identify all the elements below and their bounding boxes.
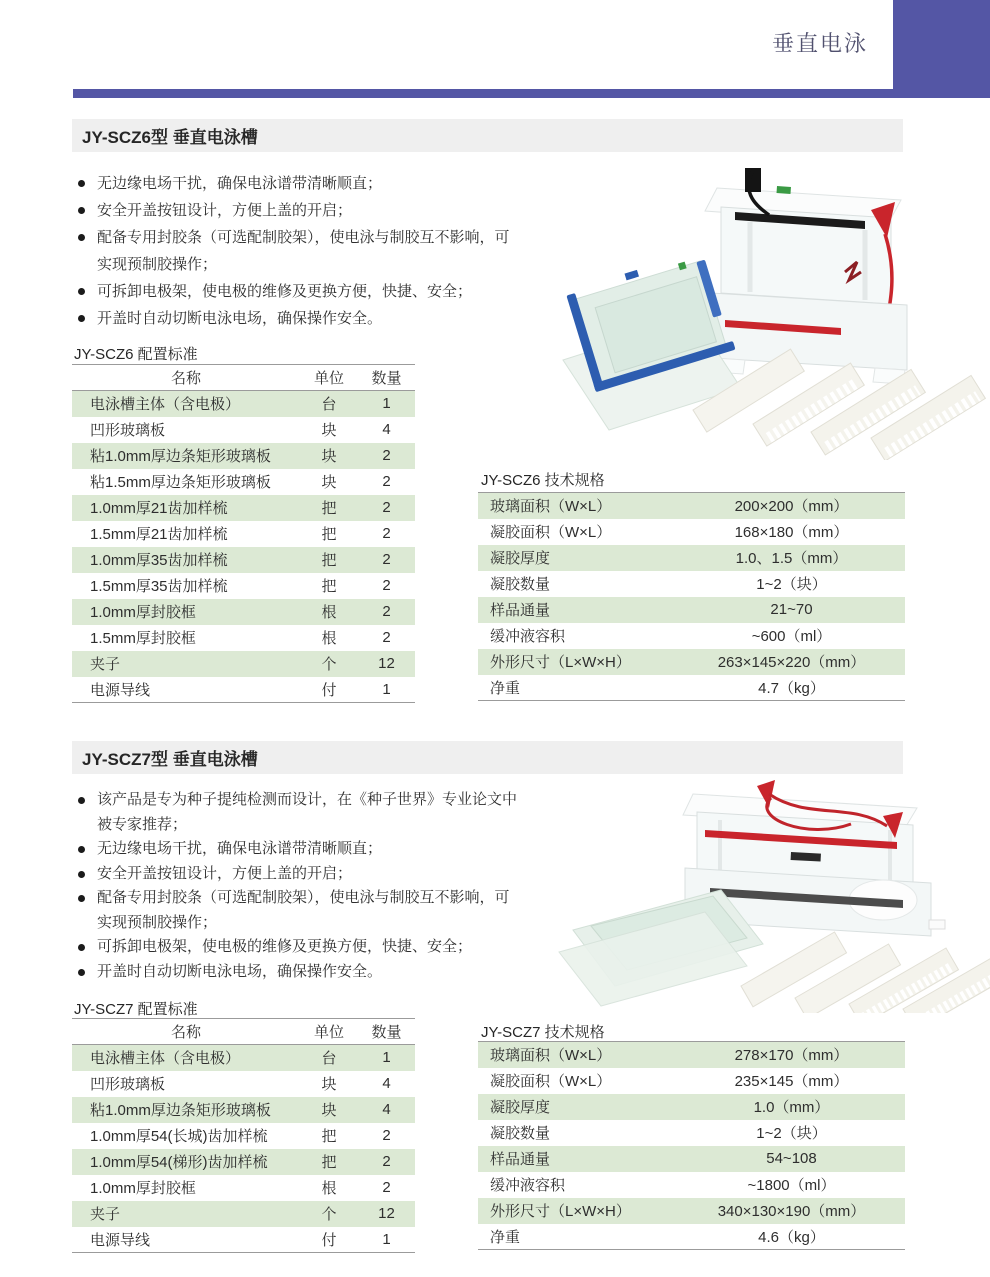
page-title: 垂直电泳 [771, 31, 868, 56]
table-row [72, 1149, 415, 1175]
table-row [478, 545, 905, 571]
feature-item: 配备专用封胶条（可选配制胶架），使电泳与制胶互不影响，可实现预制胶操作； [72, 224, 524, 278]
table-row [478, 1094, 905, 1120]
table-row [72, 1227, 415, 1253]
table-cell: 2 [382, 1127, 391, 1144]
table-cell: 4 [382, 1075, 391, 1092]
feature-item: 开盖时自动切断电泳电场，确保操作安全。 [72, 305, 524, 332]
table-cell: 4 [382, 1101, 391, 1118]
table-cell: 个 [321, 656, 337, 673]
table-row [72, 1045, 415, 1071]
table-cell: 1.0、1.5（mm） [735, 550, 848, 567]
feature-item: 配备专用封胶条（可选配制胶架），使电泳与制胶互不影响，可实现预制胶操作； [72, 886, 524, 935]
table-row [72, 1201, 415, 1227]
table-row [478, 623, 905, 649]
table-cell: 夹子 [90, 656, 121, 673]
table-cell: 340×130×190（mm） [717, 1203, 866, 1220]
table-cell: 把 [321, 500, 337, 517]
feature-list-scz6 [72, 170, 524, 332]
table-cell: 2 [382, 603, 391, 620]
table-cell: 把 [321, 526, 337, 543]
table-row [72, 625, 415, 651]
feature-item: 可拆卸电极架，使电极的维修及更换方便，快捷、安全； [72, 935, 524, 960]
table-cell: 块 [321, 1076, 337, 1093]
product-photo-scz6 [545, 152, 990, 460]
table-cell: 21~70 [770, 601, 813, 618]
table-row [478, 1120, 905, 1146]
table-row [478, 1172, 905, 1198]
table-cell: 缓冲液容积 [490, 628, 566, 645]
table-cell: 把 [321, 552, 337, 569]
table-cell: 4 [382, 421, 391, 438]
table-cell: 玻璃面积（W×L） [478, 1042, 678, 1068]
table-cell: 块 [321, 448, 337, 465]
header-accent-box [893, 0, 990, 90]
table-cell: 凝胶面积（W×L） [490, 1073, 612, 1090]
table-cell: 1.5mm厚封胶框 [90, 630, 196, 647]
table-cell: 缓冲液容积 [490, 1177, 566, 1194]
table-cell: 1.0mm厚封胶框 [90, 604, 196, 621]
table-cell: 凹形玻璃板 [90, 1076, 166, 1093]
table-cell: 粘1.0mm厚边条矩形玻璃板 [90, 448, 271, 465]
table-cell: 电泳槽主体（含电极） [90, 396, 241, 414]
table-row [72, 599, 415, 625]
table-cell: 样品通量 [490, 602, 551, 619]
table-cell: 4.7（kg） [678, 675, 905, 701]
table-cell: 2 [382, 1153, 391, 1170]
table-cell: 台 [321, 396, 337, 414]
feature-item: 安全开盖按钮设计，方便上盖的开启； [72, 862, 524, 887]
section-title-scz7: JY-SCZ7型 垂直电泳槽 [82, 750, 258, 769]
table-cell: 2 [382, 447, 391, 464]
table-cell: 235×145（mm） [734, 1073, 849, 1090]
table-row [72, 677, 415, 703]
table-cell: 电源导线 [72, 677, 300, 703]
table-row [72, 1097, 415, 1123]
table-cell: 1~2（块） [756, 1125, 827, 1142]
scz6-illustration [545, 152, 990, 460]
table-cell: 凝胶数量 [490, 576, 551, 593]
table-cell: 付 [300, 1227, 358, 1253]
table-row [478, 1146, 905, 1172]
table-row [478, 1042, 905, 1068]
table-row [72, 1071, 415, 1097]
table-cell: 2 [382, 629, 391, 646]
table-cell: 根 [321, 604, 337, 621]
table-cell: 1.0mm厚54(梯形)齿加样梳 [90, 1154, 268, 1171]
config-table-title-scz7: JY-SCZ7 配置标准 [74, 1001, 198, 1018]
glass-plates-illustration [559, 890, 763, 1006]
table-cell: 把 [321, 578, 337, 595]
table-row [72, 417, 415, 443]
section-title-scz6: JY-SCZ6型 垂直电泳槽 [82, 128, 258, 147]
table-cell: 凝胶数量 [490, 1125, 551, 1142]
table-cell: 个 [321, 1206, 337, 1223]
table-cell: 根 [321, 630, 337, 647]
table-cell: 263×145×220（mm） [717, 654, 866, 671]
config-table-title-scz6: JY-SCZ6 配置标准 [74, 346, 198, 363]
header-accent-bar [73, 89, 990, 98]
table-cell: 2 [382, 551, 391, 568]
table-row [72, 651, 415, 677]
table-row [478, 1224, 905, 1250]
table-cell: 电泳槽主体（含电极） [90, 1050, 241, 1068]
table-cell: 付 [300, 677, 358, 703]
table-cell: 净重 [478, 675, 678, 701]
table-row [72, 547, 415, 573]
feature-item: 安全开盖按钮设计，方便上盖的开启； [72, 197, 524, 224]
table-cell: 2 [382, 473, 391, 490]
tank-illustration [705, 168, 907, 384]
feature-item: 该产品是专为种子提纯检测而设计，在《种子世界》专业论文中被专家推荐； [72, 788, 524, 837]
table-row [478, 675, 905, 701]
table-cell: 样品通量 [490, 1151, 551, 1168]
table-cell: 外形尺寸（L×W×H） [490, 654, 631, 671]
column-header: 单位 [300, 1019, 358, 1045]
table-cell: 块 [321, 474, 337, 491]
feature-item: 开盖时自动切断电泳电场，确保操作安全。 [72, 960, 524, 985]
table-cell: 粘1.5mm厚边条矩形玻璃板 [90, 474, 271, 491]
table-cell: 把 [321, 1154, 337, 1171]
table-cell: 粘1.0mm厚边条矩形玻璃板 [90, 1102, 271, 1119]
table-row [72, 469, 415, 495]
table-row [72, 1123, 415, 1149]
spec-table-scz6 [478, 492, 905, 701]
table-cell: 200×200（mm） [678, 493, 905, 519]
column-header: 单位 [300, 365, 358, 391]
table-row [478, 493, 905, 519]
table-row [72, 495, 415, 521]
feature-item: 无边缘电场干扰，确保电泳谱带清晰顺直； [72, 170, 524, 197]
table-cell: 1 [382, 1049, 391, 1067]
table-cell: 1 [382, 395, 391, 413]
table-cell: 1.0mm厚封胶框 [90, 1180, 196, 1197]
config-header-row [72, 365, 415, 391]
product-photo-scz7 [545, 768, 990, 1013]
table-row [72, 1175, 415, 1201]
table-cell: 净重 [478, 1224, 678, 1250]
table-cell: 12 [378, 1205, 395, 1222]
table-cell: 1 [358, 677, 415, 703]
spec-table-title-scz6: JY-SCZ6 技术规格 [481, 472, 605, 489]
table-cell: 凝胶厚度 [490, 1099, 551, 1116]
spec-table-scz7 [478, 1041, 905, 1250]
table-cell: 278×170（mm） [678, 1042, 905, 1068]
table-cell: 1.0mm厚35齿加样梳 [90, 552, 228, 569]
table-cell: ~600（ml） [751, 628, 832, 645]
table-cell: 54~108 [766, 1150, 817, 1167]
table-cell: 根 [321, 1180, 337, 1197]
table-cell: 1.5mm厚35齿加样梳 [90, 578, 228, 595]
table-cell: 2 [382, 577, 391, 594]
table-cell: 把 [321, 1128, 337, 1145]
table-cell: 块 [321, 422, 337, 439]
table-row [72, 521, 415, 547]
table-cell: 台 [321, 1050, 337, 1068]
table-cell: 168×180（mm） [734, 524, 849, 541]
table-cell: 电源导线 [72, 1227, 300, 1253]
table-row [72, 573, 415, 599]
table-cell: 凝胶厚度 [490, 550, 551, 567]
table-cell: 1.0mm厚21齿加样梳 [90, 500, 228, 517]
column-header: 数量 [358, 365, 415, 391]
config-header-row [72, 1019, 415, 1045]
spec-table-title-scz7: JY-SCZ7 技术规格 [481, 1024, 605, 1041]
table-row [478, 649, 905, 675]
table-row [478, 571, 905, 597]
table-cell: 块 [321, 1102, 337, 1119]
combs-illustration [741, 932, 990, 1013]
table-cell: 外形尺寸（L×W×H） [490, 1203, 631, 1220]
table-cell: 12 [378, 655, 395, 672]
column-header: 数量 [358, 1019, 415, 1045]
table-cell: 1.0mm厚54(长城)齿加样梳 [90, 1128, 268, 1145]
config-table-scz7 [72, 1018, 415, 1253]
table-cell: 夹子 [90, 1206, 121, 1223]
feature-item: 可拆卸电极架，使电极的维修及更换方便，快捷、安全； [72, 278, 524, 305]
table-cell: 2 [382, 525, 391, 542]
config-table-scz6 [72, 364, 415, 703]
table-cell: 1 [358, 1227, 415, 1253]
table-row [478, 1068, 905, 1094]
table-cell: 4.6（kg） [678, 1224, 905, 1250]
table-row [72, 443, 415, 469]
table-cell: 1.0（mm） [753, 1099, 830, 1116]
section-header-scz6 [72, 119, 903, 152]
column-header: 名称 [72, 1019, 300, 1045]
table-cell: 玻璃面积（W×L） [478, 493, 678, 519]
table-row [478, 597, 905, 623]
table-cell: 凝胶面积（W×L） [490, 524, 612, 541]
column-header: 名称 [72, 365, 300, 391]
table-cell: 2 [382, 499, 391, 516]
scz7-illustration [545, 768, 990, 1013]
table-cell: 1~2（块） [756, 576, 827, 593]
table-row [72, 391, 415, 417]
table-cell: 凹形玻璃板 [90, 422, 166, 439]
feature-item: 无边缘电场干扰，确保电泳谱带清晰顺直； [72, 837, 524, 862]
table-row [478, 519, 905, 545]
table-cell: ~1800（ml） [747, 1177, 836, 1194]
table-row [478, 1198, 905, 1224]
feature-list-scz7 [72, 788, 524, 984]
table-cell: 2 [382, 1179, 391, 1196]
table-cell: 1.5mm厚21齿加样梳 [90, 526, 228, 543]
